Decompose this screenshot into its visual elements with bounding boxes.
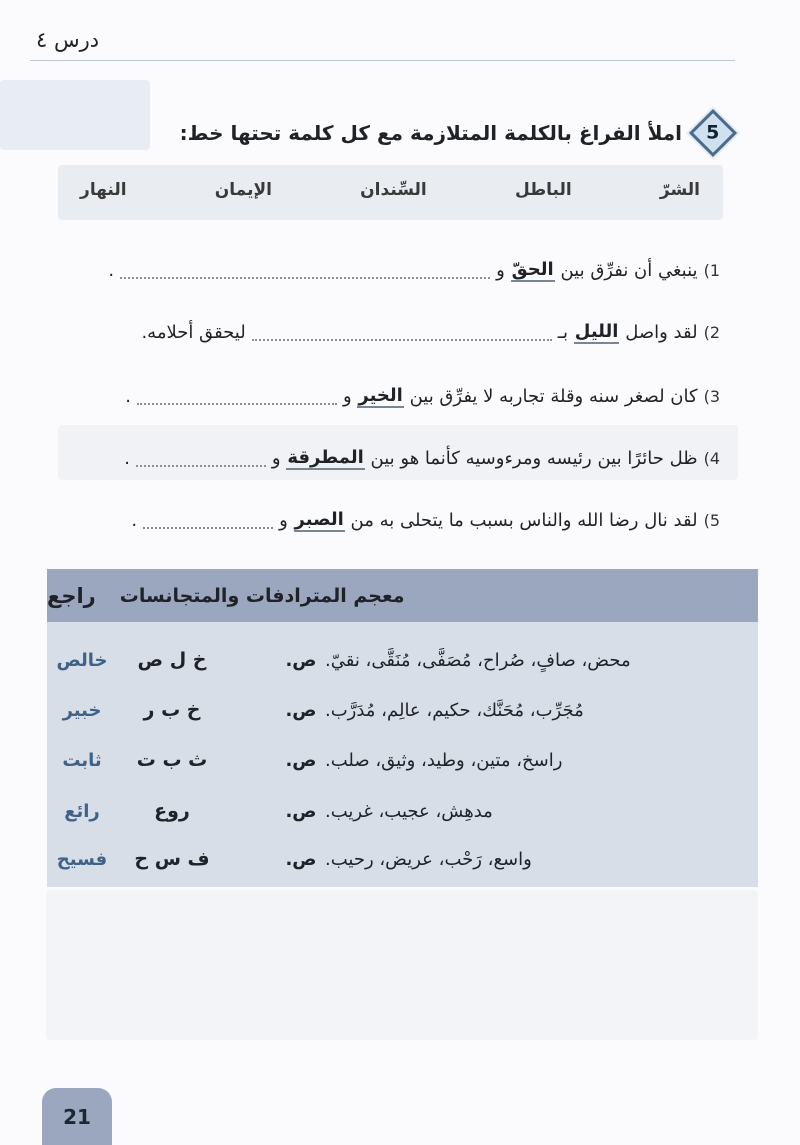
sentence-connector: و	[342, 385, 352, 407]
dictionary-entry	[47, 640, 758, 680]
exercise-number-badge: 5	[689, 109, 737, 157]
dictionary-entry	[47, 690, 758, 730]
entry-pos: ص.	[285, 699, 317, 721]
word-bank-item: النهار	[80, 180, 127, 200]
entry-word: فسيح	[56, 848, 108, 870]
blank-field[interactable]	[143, 511, 273, 529]
bleed-through-box	[46, 890, 758, 1040]
entry-pos: ص.	[285, 848, 317, 870]
sentence-number: 2)	[703, 322, 720, 342]
sentence-connector: و	[271, 447, 281, 469]
blank-field[interactable]	[252, 323, 552, 341]
underlined-word: الخير	[358, 384, 403, 406]
entry-synonyms: مُجَرِّب، مُحَنَّك، حكيم، عالِم، مُدَرَّب.	[325, 699, 584, 721]
underlined-word: المطرقة	[287, 446, 364, 468]
sentence-tail: .	[124, 447, 130, 469]
synonyms-dictionary-box	[47, 569, 758, 887]
sentence-text: ينبغي أن نفرِّق بين	[560, 259, 698, 281]
sentence-text: ظل حائرًا بين رئيسه ومرءوسيه كأنما هو بين	[370, 447, 698, 469]
sentence-number: 3)	[703, 386, 720, 406]
entry-pos: ص.	[285, 649, 317, 671]
blank-field[interactable]	[137, 387, 337, 405]
word-bank-item: الباطل	[514, 180, 572, 200]
sentence-4	[40, 440, 720, 476]
sentence-tail: .	[108, 259, 115, 281]
entry-root: خ ل ص	[137, 649, 207, 671]
bleed-through-band	[0, 80, 150, 150]
blank-field[interactable]	[136, 449, 266, 467]
entry-root: ث ب ت	[136, 749, 208, 771]
dictionary-ref-label: راجع	[47, 583, 96, 608]
underlined-word: الصبر	[294, 508, 344, 530]
sentence-1	[40, 252, 720, 288]
entry-word: ثابت	[62, 749, 102, 771]
sentence-tail: .	[125, 385, 131, 407]
entry-pos: ص.	[285, 800, 317, 822]
sentence-connector: و	[496, 259, 505, 281]
sentence-text: لقد نال رضا الله والناس بسبب ما يتحلى به من	[350, 509, 698, 531]
entry-synonyms: راسخ، متين، وطيد، وثيق، صلب.	[325, 749, 563, 771]
sentence-number: 4)	[703, 448, 720, 468]
lesson-label: درس ٤	[36, 28, 100, 52]
entry-root: ف س ح	[134, 848, 210, 870]
entry-synonyms: مدهِش، عجيب، غريب.	[325, 800, 493, 822]
underlined-word: الليل	[574, 320, 619, 342]
sentence-connector: بـ	[557, 321, 569, 343]
entry-synonyms: محض، صافٍ، صُراح، مُصَفَّى، مُنَقَّى، نقيّ.	[325, 649, 631, 671]
sentence-number: 5)	[703, 510, 720, 530]
dictionary-header	[47, 569, 758, 622]
exercise-header	[180, 113, 730, 153]
underlined-word: الحقّ	[511, 258, 554, 280]
header-divider	[30, 60, 735, 61]
entry-word: خالص	[56, 649, 108, 671]
entry-root: روع	[154, 800, 190, 822]
dictionary-entry	[47, 791, 758, 831]
dictionary-title: معجم المترادفات والمتجانسات	[119, 584, 405, 607]
blank-field[interactable]	[120, 261, 490, 279]
sentence-number: 1)	[703, 260, 720, 280]
entry-root: خ ب ر	[143, 699, 201, 721]
entry-word: خبير	[62, 699, 102, 721]
sentence-text: لقد واصل	[625, 321, 698, 343]
word-bank-item: الشرّ	[659, 180, 700, 200]
word-bank-item: السِّندان	[360, 180, 427, 200]
word-bank-item: الإيمان	[214, 180, 272, 200]
exercise-instruction: املأ الفراغ بالكلمة المتلازمة مع كل كلمة تحتها خط:	[179, 121, 682, 145]
sentence-tail: .	[131, 509, 138, 531]
entry-word: رائع	[64, 800, 100, 822]
dictionary-entry	[47, 839, 758, 879]
sentence-2	[40, 314, 720, 350]
sentence-text: كان لصغر سنه وقلة تجاربه لا يفرِّق بين	[409, 385, 698, 407]
entry-synonyms: واسع، رَحْب، عريض، رحيب.	[325, 848, 532, 870]
page-number: 21	[42, 1088, 112, 1145]
word-bank	[80, 180, 700, 200]
sentence-5	[40, 502, 720, 538]
entry-pos: ص.	[285, 749, 317, 771]
sentence-3	[40, 378, 720, 414]
dictionary-entry	[47, 740, 758, 780]
sentence-connector: و	[279, 509, 288, 531]
sentence-tail: ليحقق أحلامه.	[141, 321, 246, 343]
